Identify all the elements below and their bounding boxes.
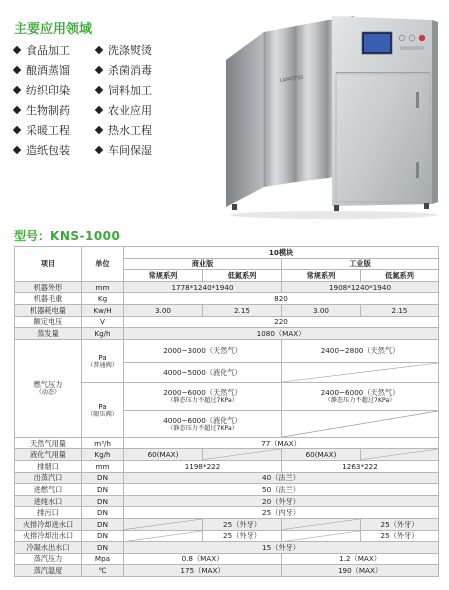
application-label: 洗涤熨烫 [108, 44, 152, 57]
brand-logo: LAMOTSE [279, 74, 305, 84]
table-row: 进燃气口 DN 50（法兰） [15, 484, 439, 496]
empty-diagonal-cell [124, 518, 203, 530]
model-label: 型号： [14, 229, 51, 243]
empty-diagonal-cell [361, 449, 439, 461]
header-unit: 单位 [82, 247, 124, 282]
diamond-bullet-icon [13, 86, 21, 94]
applications-list [14, 40, 214, 160]
spec-table-container [14, 246, 438, 577]
table-row: 蒸汽温度 ℃ 175（MAX） 190（MAX） [15, 565, 439, 577]
application-label: 采暖工程 [26, 124, 70, 137]
table-row: 出蒸汽口 DN 40（法兰） [15, 472, 439, 484]
header-standard: 常规系列 [282, 270, 361, 282]
application-label: 杀菌消毒 [108, 64, 152, 77]
diamond-bullet-icon [95, 126, 103, 134]
table-row: 燃气压力 （动态） Pa （普通阀） 2000~3000（天然气） 2400~2800（天然气） [15, 339, 439, 362]
empty-diagonal-cell [282, 362, 439, 382]
empty-diagonal-cell [124, 530, 203, 542]
diamond-bullet-icon [95, 106, 103, 114]
diamond-bullet-icon [95, 46, 103, 54]
application-label: 饲料加工 [108, 84, 152, 97]
model-value: KNS-1000 [50, 229, 121, 243]
header-module: 10模块 [124, 247, 439, 259]
table-row: 火排冷却出水口 DN 25（外牙） 25（外牙） [15, 530, 439, 542]
table-row: 机器毛重 Kg 820 [15, 293, 439, 305]
spec-table [14, 246, 439, 577]
diamond-bullet-icon [95, 66, 103, 74]
table-row: 火排冷却进水口 DN 25（外牙） 25（外牙） [15, 518, 439, 530]
model-heading [14, 227, 120, 244]
table-row: Pa （限压阀） 2000~6000（天然气） （静态压力不超过7KPa） 2400~6000（天然气） （静态压力不超过7KPa） [15, 382, 439, 410]
table-row [15, 247, 439, 259]
diamond-bullet-icon [95, 146, 103, 154]
header-low-nox: 低氮系列 [203, 270, 282, 282]
table-row: 蒸发量 Kg/h 1080（MAX） [15, 328, 439, 340]
application-label: 农业应用 [108, 104, 152, 117]
application-label: 车间保湿 [108, 144, 152, 157]
diamond-bullet-icon [13, 66, 21, 74]
empty-diagonal-cell [282, 410, 439, 437]
list-item [14, 60, 214, 80]
application-label: 热水工程 [108, 124, 152, 137]
table-row: 天然气用量 m³/h 77（MAX） [15, 437, 439, 449]
table-row: 机器外形 mm 1778*1240*1940 1908*1240*1940 [15, 281, 439, 293]
empty-diagonal-cell [203, 449, 282, 461]
header-standard: 常规系列 [124, 270, 203, 282]
application-label: 食品加工 [26, 44, 70, 57]
header-item: 项目 [15, 247, 82, 282]
empty-diagonal-cell [282, 530, 361, 542]
application-label: 造纸包装 [26, 144, 70, 157]
empty-diagonal-cell [282, 518, 361, 530]
application-label: 纺织印染 [26, 84, 70, 97]
table-row: 液化气用量 Kg/h 60(MAX) 60(MAX) [15, 449, 439, 461]
table-row: 额定电压 V 220 [15, 316, 439, 328]
table-row: 冷凝水出水口 DN 15（外牙） [15, 542, 439, 554]
table-row: 机器耗电量 Kw/H 3.00 2.15 3.00 2.15 [15, 304, 439, 316]
steam-generator-product-image [224, 12, 442, 222]
application-label: 生物制药 [26, 104, 70, 117]
table-row: 进纯水口 DN 20（外牙） [15, 495, 439, 507]
section-title: 主要应用领域 [14, 22, 93, 37]
table-row: 蒸汽压力 Mpa 0.8（MAX） 1.2（MAX） [15, 553, 439, 565]
diamond-bullet-icon [13, 106, 21, 114]
gas-pressure-label: 燃气压力 （动态） [15, 339, 82, 437]
diamond-bullet-icon [13, 46, 21, 54]
header-low-nox: 低氮系列 [361, 270, 439, 282]
list-item [14, 120, 214, 140]
table-row: 4000~5000（液化气） [15, 362, 439, 382]
list-item [14, 40, 214, 60]
header-industrial: 工业版 [282, 258, 439, 270]
application-label: 酿酒蒸馏 [26, 64, 70, 77]
diamond-bullet-icon [95, 86, 103, 94]
diamond-bullet-icon [13, 126, 21, 134]
list-item [14, 100, 214, 120]
list-item [14, 140, 214, 160]
diamond-bullet-icon [13, 146, 21, 154]
table-row: 4000~6000（液化气） （静态压力不超过7KPa） [15, 410, 439, 437]
table-row: 排烟口 mm 1198*222 1263*222 [15, 460, 439, 472]
header-commercial: 商业版 [124, 258, 282, 270]
list-item [14, 80, 214, 100]
table-row: 排污口 DN 25（内牙） [15, 507, 439, 519]
